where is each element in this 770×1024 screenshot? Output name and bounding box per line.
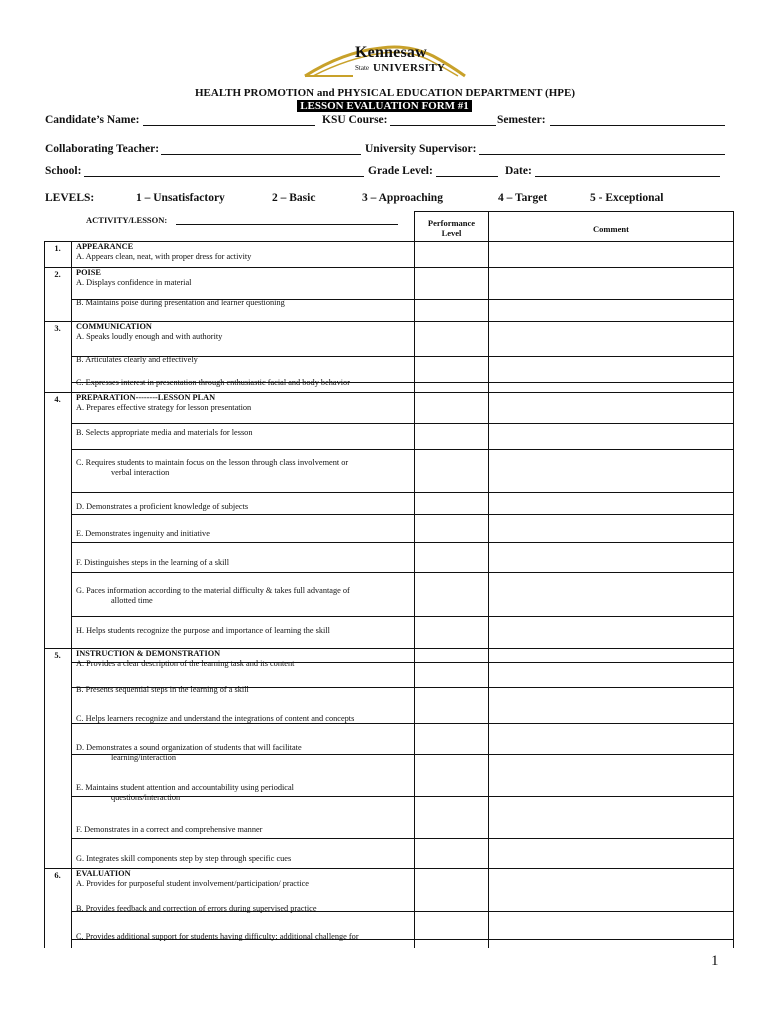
criterion-item: D. Demonstrates a proficient knowledge of subjects xyxy=(76,502,249,511)
section-number: 3. xyxy=(54,323,61,333)
logo-state: State xyxy=(355,64,369,72)
logo-kennesaw: Kennesaw xyxy=(355,44,427,61)
evaluation-table xyxy=(44,211,734,948)
level-3: 3 – Approaching xyxy=(362,192,443,204)
comment-header: Comment xyxy=(593,224,629,234)
department-title: HEALTH PROMOTION and PHYSICAL EDUCATION DEPARTMENT (HPE) xyxy=(195,87,575,99)
school-field[interactable] xyxy=(84,176,364,177)
criterion-item: B. Articulates clearly and effectively xyxy=(76,355,198,364)
section-number: 6. xyxy=(54,870,61,880)
form-title: LESSON EVALUATION FORM #1 xyxy=(297,100,472,112)
date-label: Date: xyxy=(505,165,532,177)
collaborating-teacher-label: Collaborating Teacher: xyxy=(45,143,160,155)
section-number: 4. xyxy=(54,394,61,404)
level-4: 4 – Target xyxy=(498,192,548,204)
section-number: 1. xyxy=(54,243,61,253)
criterion-item: G. Paces information according to the material difficulty & takes full advantage of xyxy=(76,586,350,595)
ksu-course-label: KSU Course: xyxy=(322,114,388,126)
criterion-item: H. Helps students recognize the purpose and importance of learning the skill xyxy=(76,626,330,635)
section-title: EVALUATION xyxy=(76,869,131,878)
criterion-item: F. Demonstrates in a correct and comprehensive manner xyxy=(76,825,263,834)
page-number: 1 xyxy=(711,953,719,969)
university-supervisor-label: University Supervisor: xyxy=(365,143,477,155)
activity-lesson-field[interactable] xyxy=(176,224,398,225)
level-2: 2 – Basic xyxy=(272,192,316,204)
criterion-item: A. Provides a clear description of the learning task and its content xyxy=(76,659,295,668)
criterion-item: C. Expresses interest in presentation through enthusiastic facial and body behavior xyxy=(76,378,350,387)
criterion-item: D. Demonstrates a sound organization of students that will facilitate xyxy=(76,743,302,752)
level-1: 1 – Unsatisfactory xyxy=(136,192,225,204)
criterion-item: E. Demonstrates ingenuity and initiative xyxy=(76,529,210,538)
levels-label: LEVELS: xyxy=(45,192,95,204)
section-title: INSTRUCTION & DEMONSTRATION xyxy=(76,649,221,658)
criterion-item: G. Integrates skill components step by step through specific cues xyxy=(76,854,292,863)
criterion-item: B. Provides feedback and correction of errors during supervised practice xyxy=(76,904,317,913)
date-field[interactable] xyxy=(535,176,720,177)
semester-label: Semester: xyxy=(497,114,546,126)
activity-lesson-label: ACTIVITY/LESSON: xyxy=(86,215,168,225)
criterion-item: A. Prepares effective strategy for lesson presentation xyxy=(76,403,252,412)
criterion-item: A. Provides for purposeful student involvement/participation/ practice xyxy=(76,879,309,888)
school-label: School: xyxy=(45,165,82,177)
criterion-item: B. Presents sequential steps in the learning of a skill xyxy=(76,685,249,694)
criterion-item: B. Selects appropriate media and materials for lesson xyxy=(76,428,253,437)
university-logo xyxy=(303,42,468,84)
level-5: 5 - Exceptional xyxy=(590,192,664,204)
candidate-name-field[interactable] xyxy=(143,125,315,126)
criterion-item: F. Distinguishes steps in the learning of a skill xyxy=(76,558,230,567)
collaborating-teacher-field[interactable] xyxy=(161,154,361,155)
grade-level-field[interactable] xyxy=(436,176,498,177)
performance-level-header: Performance Level xyxy=(427,218,476,238)
criterion-item: B. Maintains poise during presentation and learner questioning xyxy=(76,298,285,307)
criterion-item: E. Maintains student attention and accountability using periodical xyxy=(76,783,294,792)
ksu-course-field[interactable] xyxy=(390,125,496,126)
criterion-item: C. Provides additional support for students having difficulty; additional challenge for xyxy=(76,932,359,941)
criterion-item-continued: learning/interaction xyxy=(111,753,176,762)
criterion-item: C. Requires students to maintain focus on the lesson through class involvement or xyxy=(76,458,349,467)
criterion-item: A. Displays confidence in material xyxy=(76,278,192,287)
semester-field[interactable] xyxy=(550,125,725,126)
candidate-name-label: Candidate’s Name: xyxy=(45,114,140,126)
section-title: COMMUNICATION xyxy=(76,322,152,331)
section-title: APPEARANCE xyxy=(76,242,134,251)
criterion-item: A. Speaks loudly enough and with authority xyxy=(76,332,223,341)
criterion-item-continued: questions/interaction xyxy=(111,793,181,802)
section-title: POISE xyxy=(76,268,101,277)
section-number: 2. xyxy=(54,269,61,279)
criterion-item: C. Helps learners recognize and understand the integrations of content and concepts xyxy=(76,714,355,723)
criterion-item: A. Appears clean, neat, with proper dress for activity xyxy=(76,252,252,261)
grade-level-label: Grade Level: xyxy=(368,165,433,177)
logo-university: UNIVERSITY xyxy=(373,62,446,74)
criterion-item-continued: verbal interaction xyxy=(111,468,170,477)
university-supervisor-field[interactable] xyxy=(479,154,725,155)
section-title: PREPARATION--------LESSON PLAN xyxy=(76,393,216,402)
criterion-item-continued: allotted time xyxy=(111,596,153,605)
section-number: 5. xyxy=(54,650,61,660)
